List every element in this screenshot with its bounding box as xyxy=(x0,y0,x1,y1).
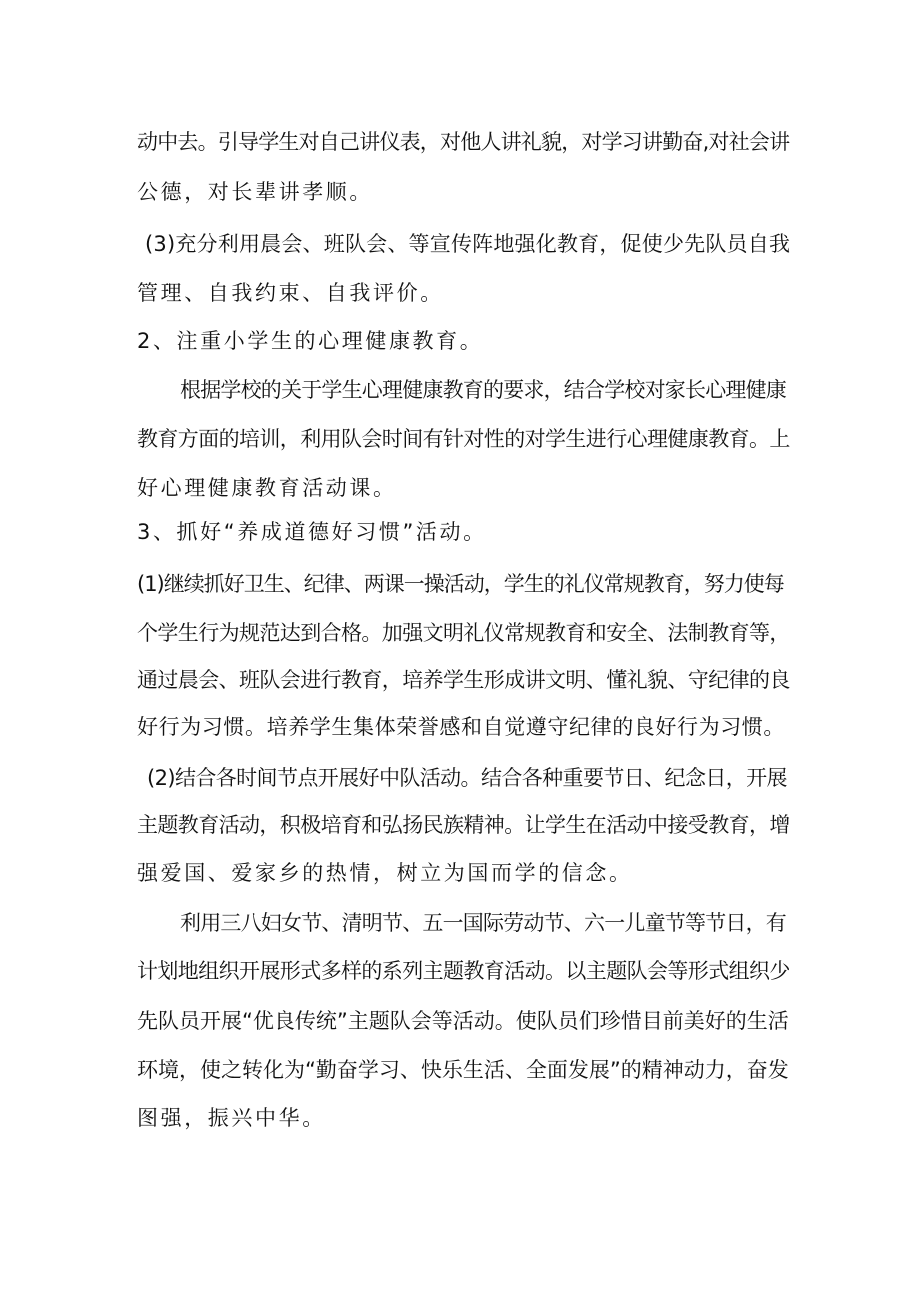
text-line: (1)继续抓好卫生、纪律、两课一操活动，学生的礼仪常规教育，努力使每 xyxy=(137,572,784,596)
text-line: 计划地组织开展形式多样的系列主题教育活动。以主题队会等形式组织少 xyxy=(137,959,790,983)
text-line: 动中去。引导学生对自己讲仪表，对他人讲礼貌，对学习讲勤奋,对社会讲 xyxy=(137,130,790,154)
text-line: 个学生行为规范达到合格。加强文明礼仪常规教育和安全、法制教育等， xyxy=(137,621,790,645)
text-line: 通过晨会、班队会进行教育，培养学生形成讲文明、懂礼貌、守纪律的良 xyxy=(137,668,790,692)
text-line: 主题教育活动，积极培育和弘扬民族精神。让学生在活动中接受教育，增 xyxy=(137,813,790,837)
text-line: 先队员开展“优良传统”主题队会等活动。使队员们珍惜目前美好的生活 xyxy=(137,1009,789,1033)
text-line: (2)结合各时间节点开展好中队活动。结合各种重要节日、纪念日，开展 xyxy=(147,766,787,790)
text-line: 好心理健康教育活动课。 xyxy=(137,476,397,500)
text-line: 公德，对长辈讲孝顺。 xyxy=(137,180,373,204)
text-line: 管理、自我约束、自我评价。 xyxy=(137,281,444,305)
text-line: 强爱国、爱家乡的热情，树立为国而学的信念。 xyxy=(137,861,633,885)
text-line: 根据学校的关于学生心理健康教育的要求，结合学校对家长心理健康 xyxy=(180,378,786,402)
text-line: 环境，使之转化为“勤奋学习、快乐生活、全面发展”的精神动力，奋发 xyxy=(137,1058,789,1082)
section-heading: 3、抓好“养成道德好习惯”活动。 xyxy=(137,520,487,544)
text-line: 图强，振兴中华。 xyxy=(137,1106,326,1130)
text-line: 好行为习惯。培养学生集体荣誉感和自觉遵守纪律的良好行为习惯。 xyxy=(137,715,785,739)
text-line: (3)充分利用晨会、班队会、等宣传阵地强化教育，促使少先队员自我 xyxy=(145,232,791,256)
section-heading: 2、注重小学生的心理健康教育。 xyxy=(137,329,484,353)
text-line: 利用三八妇女节、清明节、五一国际劳动节、六一儿童节等节日，有 xyxy=(180,911,786,935)
text-line: 教育方面的培训，利用队会时间有针对性的对学生进行心理健康教育。上 xyxy=(137,427,790,451)
